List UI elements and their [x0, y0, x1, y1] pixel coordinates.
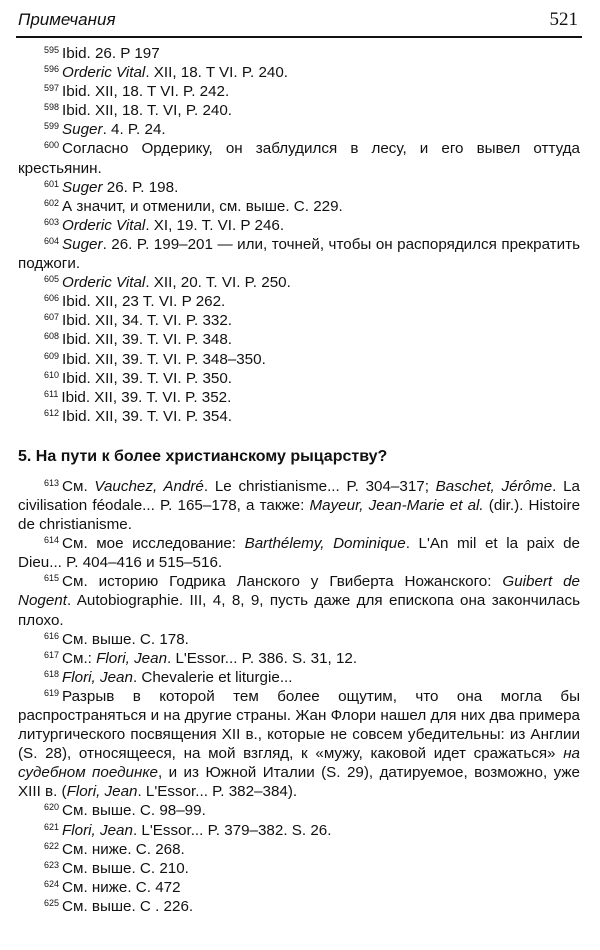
- footnote-number: 600: [44, 140, 60, 151]
- footnote: [18, 801, 580, 820]
- running-header-title: Примечания: [18, 10, 116, 29]
- footnote-number: 610: [44, 369, 60, 380]
- footnote-number: 601: [44, 178, 60, 189]
- footnote-text: См. выше. С. 178.: [62, 630, 189, 648]
- footnote-text: Orderic Vital. XI, 19. T. VI. P 246.: [62, 216, 285, 234]
- page-number: 521: [549, 9, 578, 30]
- footnote-number: 621: [44, 821, 60, 832]
- footnote-number: 618: [44, 668, 60, 679]
- footnote-text: Ibid. XII, 18. T VI. P. 242.: [62, 83, 230, 101]
- footnote-text: Ibid. XII, 18. T. VI, P. 240.: [62, 102, 233, 120]
- footnote-text: См. мое исследование: Barthélemy, Dominique. L'An mil et la paix de Dieu... P. 404–416 и 515–516.: [18, 535, 580, 572]
- footnote-text: Ibid. XII, 23 T. VI. P 262.: [62, 293, 226, 311]
- notes-content: [18, 44, 580, 916]
- footnote-number: 616: [44, 630, 60, 641]
- footnote-number: 597: [44, 83, 60, 94]
- footnote: [18, 273, 580, 292]
- footnote-number: 612: [44, 407, 60, 418]
- footnote-number: 602: [44, 197, 60, 208]
- footnote: [18, 82, 580, 101]
- header-rule: [16, 36, 582, 38]
- notes-list-a: [18, 44, 580, 426]
- footnote-text: См. выше. С. 210.: [62, 859, 189, 877]
- footnote: [18, 292, 580, 311]
- footnote-number: 613: [44, 477, 60, 488]
- footnote-number: 617: [44, 649, 60, 660]
- footnote-number: 596: [44, 64, 60, 75]
- footnote: [18, 649, 580, 668]
- footnote-text: См. историю Годрика Ланского у Гвиберта Ножанского: Guibert de Nogent. Autobiographie. III, 4, 8, 9, пусть даже для епископа она закончилась плохо.: [18, 573, 580, 629]
- footnote-number: 615: [44, 573, 60, 584]
- footnote-text: См. выше. С. 98–99.: [62, 802, 206, 820]
- footnote: [18, 120, 580, 139]
- footnote: [18, 216, 580, 235]
- footnote-text: Ibid. XII, 39. T. VI. P. 352.: [61, 388, 232, 406]
- footnote-text: А значит, и отменили, см. выше. С. 229.: [62, 197, 343, 215]
- footnote-text: См. Vauchez, André. Le christianisme... P. 304–317; Baschet, Jérôme. La civilisation féodale... P. 165–178, а также: Mayeur, Jean-Marie et al. (dir.). Histoire de christianisme.: [18, 477, 581, 534]
- footnote-number: 614: [44, 535, 60, 546]
- footnote-text: Ibid. 26. P 197: [62, 45, 160, 62]
- footnote: [18, 388, 580, 407]
- footnote-number: 625: [44, 897, 60, 908]
- footnote-text: См. выше. С . 226.: [62, 897, 194, 915]
- footnote: [18, 407, 580, 426]
- footnote-text: Ibid. XII, 39. T. VI. P. 348–350.: [62, 350, 266, 368]
- footnote-number: 605: [44, 274, 60, 285]
- footnote: [18, 668, 580, 687]
- footnote: [18, 630, 580, 649]
- footnote: [18, 139, 580, 177]
- footnote-number: 607: [44, 312, 60, 323]
- footnote-text: См. ниже. С. 268.: [62, 840, 185, 858]
- footnote-text: Согласно Ордерику, он заблудился в лесу, и его вывел оттуда крестьянин.: [18, 140, 580, 177]
- footnote-number: 599: [44, 121, 60, 132]
- footnote-text: Flori, Jean. L'Essor... P. 379–382. S. 26.: [62, 821, 332, 839]
- footnote-text: Ibid. XII, 39. T. VI. P. 348.: [62, 331, 233, 349]
- section-heading: 5. На пути к более христианскому рыцарству?: [18, 447, 388, 465]
- footnote: [18, 44, 580, 63]
- footnote-number: 606: [44, 293, 60, 304]
- footnote: [18, 350, 580, 369]
- footnote-text: Разрыв в которой тем более ощутим, что она могла бы распространяться и на другие страны. Жан Флори нашел для них два примера литургического посвящения XII в., которые не совсем убедительны: из Англии (S. 28), относящееся, на мой взгляд, к «мужу, каковой идет сражаться» на судебном поединке, и из Южной Италии (S. 29), датируемое, возможно, уже XIII в. (Flori, Jean. L'Essor... P. 382–384).: [18, 687, 581, 801]
- footnote: [18, 859, 580, 878]
- footnote-number: 608: [44, 331, 60, 342]
- footnote-number: 609: [44, 350, 60, 361]
- footnote-text: См.: Flori, Jean. L'Essor... P. 386. S. 31, 12.: [62, 649, 358, 667]
- footnote: [18, 197, 580, 216]
- footnote-text: См. ниже. С. 472: [62, 878, 181, 896]
- footnote-text: Orderic Vital. XII, 18. T VI. P. 240.: [62, 64, 288, 82]
- footnote: [18, 311, 580, 330]
- notes-list-b: [18, 477, 580, 916]
- footnote: [18, 63, 580, 82]
- footnote: [18, 477, 580, 534]
- footnote-text: Suger. 4. P. 24.: [62, 121, 166, 139]
- footnote-number: 603: [44, 216, 60, 227]
- footnote: [18, 534, 580, 572]
- footnote-number: 611: [44, 388, 59, 399]
- footnote: [18, 178, 580, 197]
- footnote: [18, 101, 580, 120]
- footnote: [18, 235, 580, 273]
- footnote-number: 622: [44, 840, 60, 851]
- footnote-number: 604: [44, 235, 60, 246]
- footnote-number: 619: [44, 687, 60, 698]
- footnote: [18, 687, 580, 802]
- footnote: [18, 897, 580, 916]
- footnote-number: 623: [44, 859, 60, 870]
- footnote-text: Ibid. XII, 39. T. VI. P. 354.: [62, 407, 233, 425]
- footnote-text: Ibid. XII, 39. T. VI. P. 350.: [62, 369, 233, 387]
- footnote-number: 620: [44, 802, 60, 813]
- footnote: [18, 840, 580, 859]
- footnote: [18, 330, 580, 349]
- footnote: [18, 878, 580, 897]
- footnote-number: 598: [44, 102, 60, 113]
- footnote: [18, 572, 580, 629]
- footnote-text: Suger. 26. P. 199–201 — или, точней, чтобы он распорядился прекратить поджоги.: [18, 235, 580, 273]
- footnote: [18, 369, 580, 388]
- footnote-text: Flori, Jean. Chevalerie et liturgie...: [62, 668, 293, 686]
- footnote-text: Ibid. XII, 34. T. VI. P. 332.: [62, 312, 233, 330]
- footnote-number: 624: [44, 878, 60, 889]
- footnote-text: Suger 26. P. 198.: [62, 178, 179, 196]
- footnote: [18, 821, 580, 840]
- footnote-text: Orderic Vital. XII, 20. T. VI. P. 250.: [62, 274, 291, 292]
- footnote-number: 595: [44, 45, 60, 55]
